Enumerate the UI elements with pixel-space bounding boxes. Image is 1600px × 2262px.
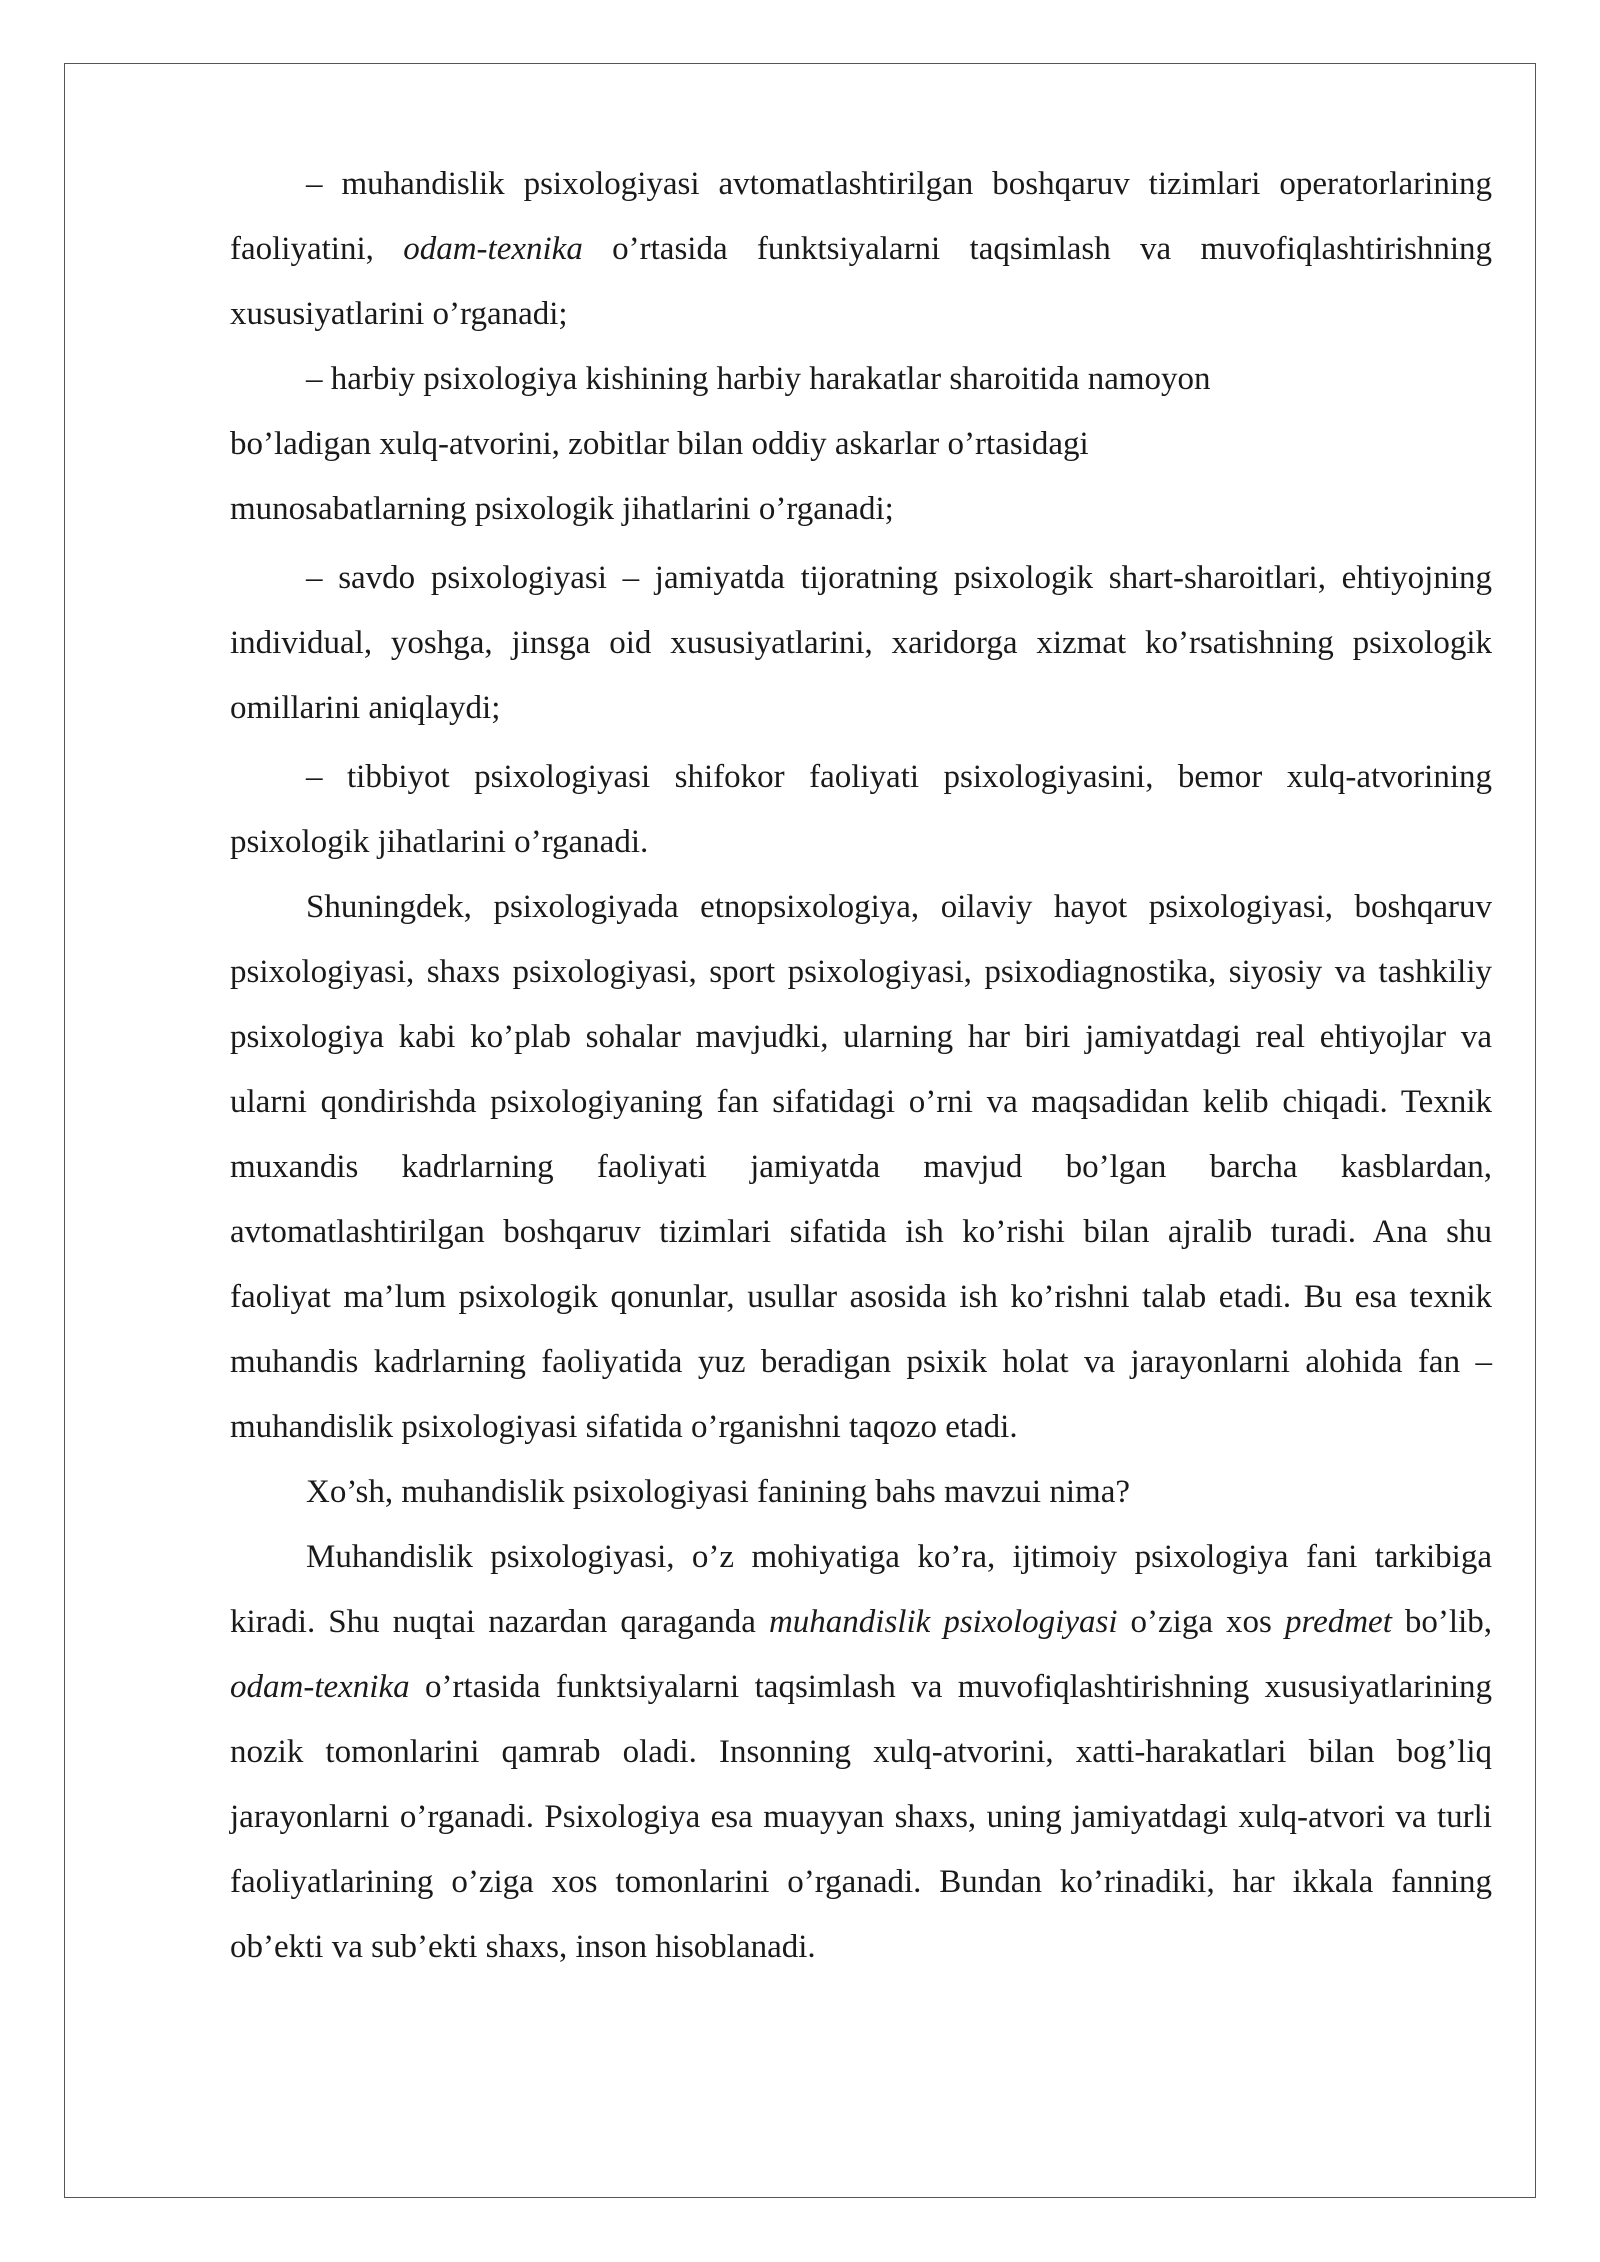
- paragraph-trade-psychology: – savdo psixologiyasi – jamiyatda tijoratning psixologik shart-sharoitlari, ehtiyojning individual, yoshga, jinsga oid xususiyatlarini, xaridorga xizmat ko’rsatishning psixologik omillarini aniqlaydi;: [230, 560, 1492, 726]
- document-body: [230, 152, 1492, 1980]
- paragraph-medical-psychology: – tibbiyot psixologiyasi shifokor faoliyati psixologiyasini, bemor xulq-atvorining psixologik jihatlarini o’rganadi.: [230, 759, 1492, 860]
- paragraph-subject-of-study: Muhandislik psixologiyasi, o’z mohiyatiga ko’ra, ijtimoiy psixologiya fani tarkibiga kiradi. Shu nuqtai nazardan qaraganda muhandislik psixologiyasi o’ziga xos predmet bo’lib, odam-texnika o’rtasida funktsiyalarni taqsimlash va muvofiqlashtirishning xususiyatlarining nozik tomonlarini qamrab oladi. Insonning xulq-atvorini, xatti-harakatlari bilan bog’liq jarayonlarni o’rganadi. Psixologiya esa muayyan shaxs, uning jamiyatdagi xulq-atvori va turli faoliyatlarining o’ziga xos tomonlarini o’rganadi. Bundan ko’rinadiki, har ikkala fanning ob’ekti va sub’ekti shaxs, inson hisoblanadi.: [230, 1539, 1493, 1965]
- paragraph-engineering-psychology: – muhandislik psixologiyasi avtomatlashtirilgan boshqaruv tizimlari operatorlarining faoliyatini, odam-texnika o’rtasida funktsiyalarni taqsimlash va muvofiqlashtirishning xususiyatlarini o’rganadi;: [230, 166, 1492, 332]
- paragraph-military-psychology: – harbiy psixologiya kishining harbiy harakatlar sharoitida namoyon bo’ladigan xulq-atvorini, zobitlar bilan oddiy askarlar o’rtasidagi munosabatlarning psixologik jihatlarini o’rganadi;: [230, 361, 1211, 527]
- paragraph-other-fields: Shuningdek, psixologiyada etnopsixologiya, oilaviy hayot psixologiyasi, boshqaruv psixologiyasi, shaxs psixologiyasi, sport psixologiyasi, psixodiagnostika, siyosiy va tashkiliy psixologiya kabi ko’plab sohalar mavjudki, ularning har biri jamiyatdagi real ehtiyojlar va ularni qondirishda psixologiyaning fan sifatidagi o’rni va maqsadidan kelib chiqadi. Texnik muxandis kadrlarning faoliyati jamiyatda mavjud bo’lgan barcha kasblardan, avtomatlashtirilgan boshqaruv tizimlari sifatida ish ko’rishi bilan ajralib turadi. Ana shu faoliyat ma’lum psixologik qonunlar, usullar asosida ish ko’rishni talab etadi. Bu esa texnik muhandis kadrlarning faoliyatida yuz beradigan psixik holat va jarayonlarni alohida fan – muhandislik psixologiyasi sifatida o’rganishni taqozo etadi.: [230, 889, 1492, 1445]
- paragraph-question: Xo’sh, muhandislik psixologiyasi fanining bahs mavzui nima?: [306, 1474, 1130, 1510]
